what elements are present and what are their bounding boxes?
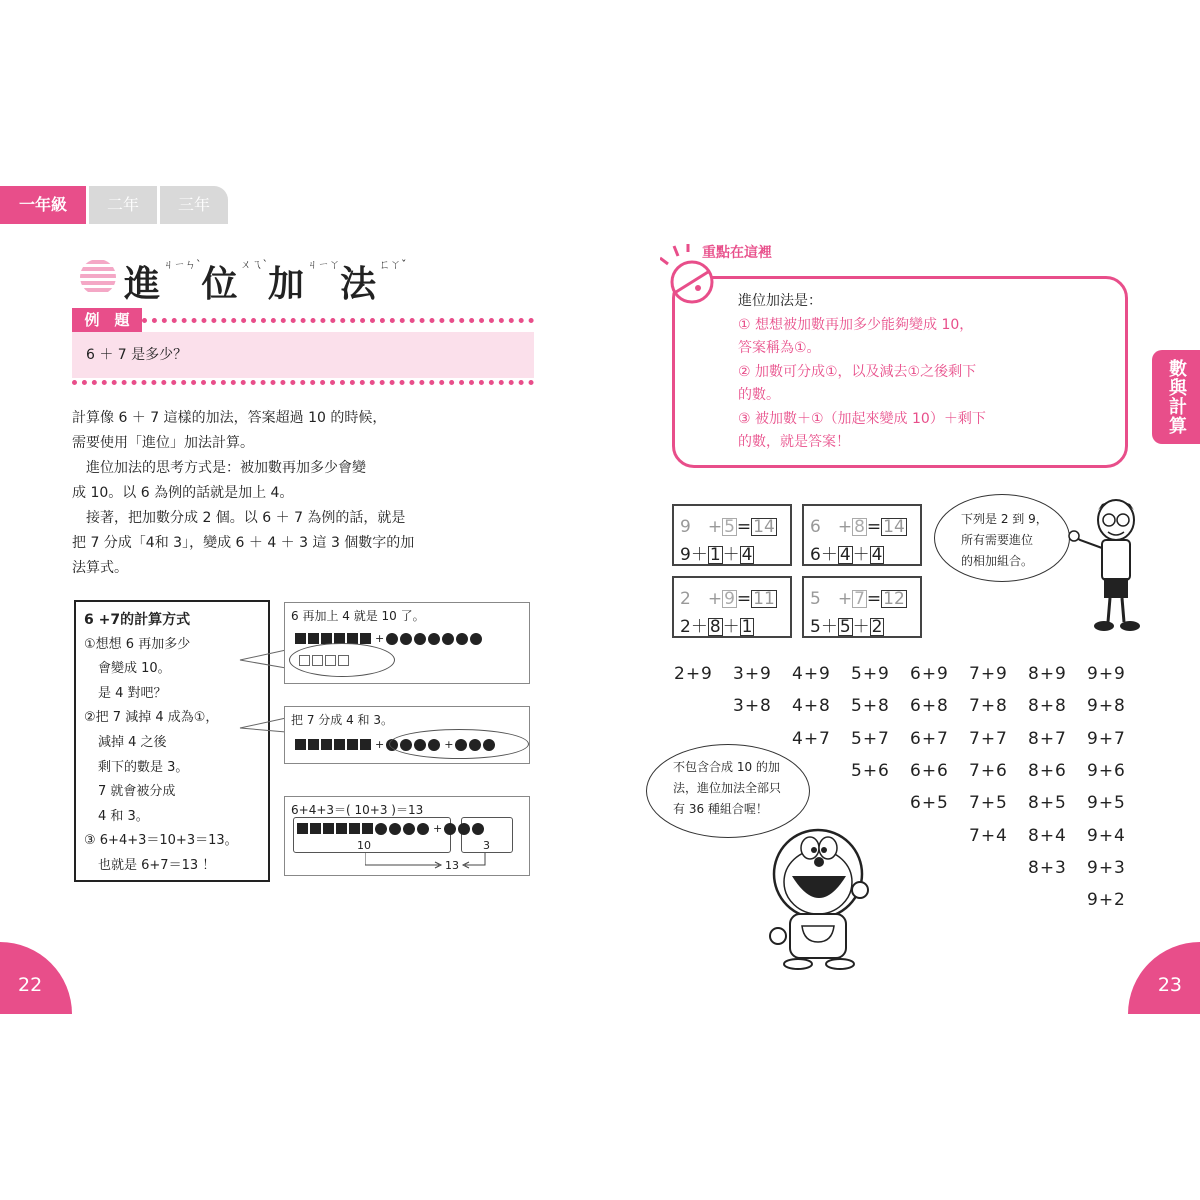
plus-sign: + [433, 822, 443, 835]
combination-item: 4+9 [792, 664, 831, 684]
square-block [349, 823, 360, 834]
key-point-label: 重點在這裡 [702, 245, 772, 261]
plus-sign: + [444, 738, 454, 751]
method-line: ①想想 6 再加多少 [84, 636, 191, 652]
illustration-panel-1 [284, 602, 530, 684]
card-bottom-equation: 2＋ 8 ＋ 1 [680, 617, 753, 637]
square-block [295, 633, 306, 644]
key-point-line: 的數，就是答案！ [738, 434, 850, 450]
square-block [308, 633, 319, 644]
combination-item: 8+7 [1028, 728, 1067, 749]
dot-block [428, 633, 440, 645]
combination-item: 3+9 [733, 664, 772, 684]
key-point-line: ③ 被加數＋①（加起來變成 10）＋剩下 [738, 410, 986, 427]
square-block [334, 739, 345, 750]
combination-item: 9+6 [1087, 760, 1126, 781]
highlight-ellipse [289, 643, 395, 677]
dot-block [386, 633, 398, 645]
key-point-line: ② 加數可分成①，以及減去①之後剩下 [738, 363, 977, 380]
combination-item: 2+9 [674, 664, 713, 684]
combination-item: 6+9 [910, 664, 949, 684]
title-stripe-icon [76, 258, 120, 296]
square-block [360, 739, 371, 750]
speech-bubble-left [646, 744, 810, 838]
page-number-right: 23 [1128, 942, 1200, 1014]
panel-caption: 6+4+3＝( 10+3 )＝13 [291, 803, 424, 817]
explanation-paragraph [72, 406, 532, 581]
panel-caption: 把 7 分成 4 和 3。 [291, 713, 393, 727]
key-point-text [738, 290, 1108, 455]
block-row [295, 631, 484, 645]
addition-card [802, 504, 922, 566]
combination-item: 8+8 [1028, 696, 1067, 717]
card-top-equation: 2 + 9 = 11 [680, 589, 775, 609]
paragraph-line: 成 10。以 6 為例的話就是加上 4。 [72, 485, 294, 501]
illustration-panel-2 [284, 706, 530, 764]
method-line: 4 和 3。 [98, 808, 149, 824]
dot-block [442, 633, 454, 645]
card-top-equation: 5 + 7 = 12 [810, 589, 905, 609]
combination-item: 6+5 [910, 793, 949, 814]
dot-block [400, 633, 412, 645]
panel-caption: 6 再加上 4 就是 10 了。 [291, 609, 425, 623]
dot-block [417, 823, 429, 835]
ten-label: 10 [357, 839, 371, 852]
combination-item: 4+8 [792, 696, 831, 717]
illustration-panel-3 [284, 796, 530, 876]
square-block [362, 823, 373, 834]
square-block [360, 633, 371, 644]
combination-item: 4+7 [792, 728, 831, 749]
grade-tabs [0, 186, 231, 252]
dot-block [414, 633, 426, 645]
combination-item: 8+3 [1028, 857, 1067, 878]
card-bottom-equation: 6＋ 4 ＋ 4 [810, 545, 883, 565]
dot-block [444, 823, 456, 835]
combination-item: 6+7 [910, 728, 949, 749]
addition-card [802, 576, 922, 638]
combination-item: 9+2 [1087, 890, 1126, 911]
dot-block [458, 823, 470, 835]
key-point-line: 的數。 [738, 387, 780, 403]
square-block [295, 739, 306, 750]
combination-item: 8+6 [1028, 760, 1067, 781]
square-block [321, 739, 332, 750]
square-block [347, 739, 358, 750]
plus-sign: + [375, 738, 385, 751]
square-block [308, 739, 319, 750]
combination-item: 9+4 [1087, 825, 1126, 846]
dot-block [470, 633, 482, 645]
paragraph-line: 把 7 分成「4和 3」，變成 6 ＋ 4 ＋ 3 這 3 個數字的加 [72, 535, 415, 551]
bubble-line: 有 36 種組合喔！ [673, 802, 768, 816]
combination-item: 8+5 [1028, 793, 1067, 814]
boy-character-illustration [1066, 496, 1156, 636]
method-line: 減掉 4 之後 [98, 734, 167, 750]
combination-item: 6+8 [910, 696, 949, 717]
method-line: 是 4 對吧？ [98, 685, 167, 701]
bubble-line: 法，進位加法全部只 [673, 781, 782, 795]
combination-item: 9+5 [1087, 793, 1126, 814]
combination-item: 5+9 [851, 664, 890, 684]
combination-item: 9+8 [1087, 696, 1126, 717]
dot-block [389, 823, 401, 835]
bubble-line: 的相加組合。 [961, 554, 1034, 568]
tab-grade-2[interactable]: 二年級 [89, 186, 157, 224]
combination-item: 3+8 [733, 696, 772, 717]
page-title: 進$^{ㄐㄧㄣˋ}$位$^{ㄨㄟˋ}$加$^{ㄐㄧㄚ}$法$^{ㄈㄚˇ}$ [124, 258, 407, 305]
three-label: 3 [483, 839, 490, 852]
addition-card [672, 504, 792, 566]
combination-item: 5+7 [851, 728, 890, 749]
combination-item: 7+4 [969, 825, 1008, 846]
tab-grade-3[interactable]: 三年級 [160, 186, 228, 224]
combination-item: 5+6 [851, 760, 890, 781]
result-label: 13 [445, 859, 459, 872]
bubble-line: 所有需要進位 [961, 533, 1034, 547]
method-line: ②把 7 減掉 4 成為①， [84, 710, 219, 726]
dot-block [403, 823, 415, 835]
combination-item: 7+9 [969, 664, 1008, 684]
combination-item: 6+6 [910, 760, 949, 781]
dotted-divider [72, 380, 534, 385]
dot-block [456, 633, 468, 645]
method-line: 會變成 10。 [98, 661, 171, 677]
speech-bubble-right [934, 494, 1070, 582]
section-side-tab[interactable]: 數與計算 [1152, 350, 1200, 444]
square-block [323, 823, 334, 834]
callout-lines [230, 620, 290, 740]
combination-item: 7+7 [969, 728, 1008, 749]
card-top-equation: 9 + 5 = 14 [680, 517, 775, 537]
method-line: ③ 6+4+3＝10+3＝13。 [84, 833, 238, 849]
combination-item: 7+8 [969, 696, 1008, 717]
page-number-left: 22 [0, 942, 72, 1014]
key-point-line: 進位加法是： [738, 293, 822, 309]
paragraph-line: 進位加法的思考方式是：被加數再加多少會變 [72, 460, 366, 476]
paragraph-line: 計算像 6 ＋ 7 這樣的加法，答案超過 10 的時候， [72, 410, 387, 426]
key-point-line: ① 想想被加數再加多少能夠變成 10， [738, 316, 974, 333]
combination-item: 7+6 [969, 760, 1008, 781]
combination-item: 8+9 [1028, 664, 1067, 684]
paragraph-line: 法算式。 [72, 560, 128, 576]
card-bottom-equation: 5＋ 5 ＋ 2 [810, 617, 883, 637]
combination-item: 9+7 [1087, 728, 1126, 749]
square-block [321, 633, 332, 644]
card-top-equation: 6 + 8 = 14 [810, 517, 905, 537]
combination-item: 8+4 [1028, 825, 1067, 846]
bubble-line: 不包含合成 10 的加 [673, 760, 780, 774]
method-line: 也就是 6+7＝13 ！ [98, 857, 216, 873]
combination-item: 9+3 [1087, 857, 1126, 878]
key-point-line: 答案稱為①。 [738, 340, 821, 356]
square-block [310, 823, 321, 834]
square-block [297, 823, 308, 834]
example-label: 例 題 [72, 308, 142, 332]
combination-item: 5+8 [851, 696, 890, 717]
addition-card [672, 576, 792, 638]
method-title: 6 +7的計算方式 [84, 612, 191, 628]
combination-item: 9+9 [1087, 664, 1126, 684]
plus-sign: + [375, 632, 385, 645]
paragraph-line: 需要使用「進位」加法計算。 [72, 435, 254, 451]
dot-block [375, 823, 387, 835]
paragraph-line: 接著，把加數分成 2 個。以 6 ＋ 7 為例的話，就是 [72, 510, 406, 526]
block-row [297, 821, 486, 835]
method-line: 剩下的數是 3。 [98, 759, 189, 775]
method-line: 7 就會被分成 [98, 784, 176, 800]
dotted-divider [142, 318, 534, 323]
square-block [336, 823, 347, 834]
result-arrows [365, 853, 495, 869]
highlight-ellipse [389, 729, 529, 759]
dot-block [472, 823, 484, 835]
doraemon-character-illustration [768, 826, 872, 970]
card-bottom-equation: 9＋ 1 ＋ 4 [680, 545, 753, 565]
example-question: 6 ＋ 7 是多少？ [86, 347, 188, 363]
tab-grade-1[interactable]: 一年級 [0, 186, 86, 224]
combination-item: 7+5 [969, 793, 1008, 814]
bubble-line: 下列是 2 到 9， [961, 512, 1048, 526]
